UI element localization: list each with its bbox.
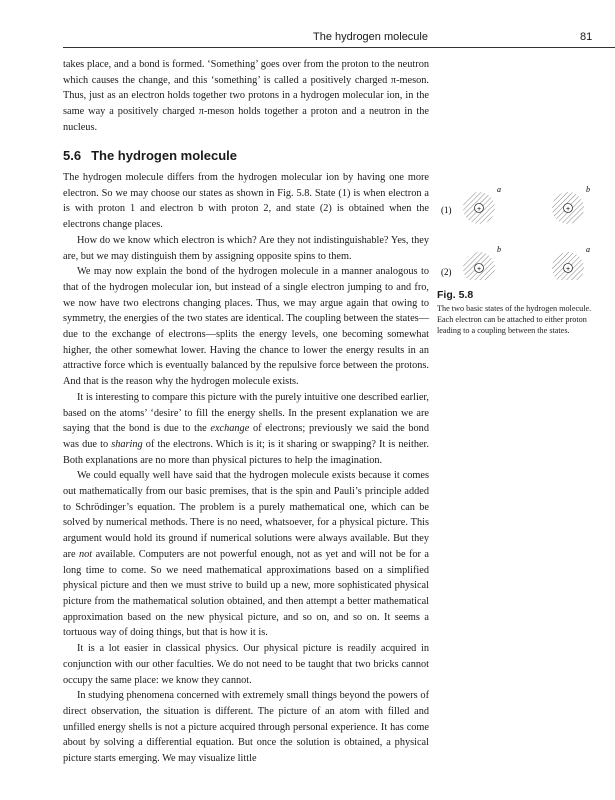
state-1-proton-2 (552, 185, 590, 224)
running-header-title: The hydrogen molecule (313, 31, 428, 43)
paragraph-2: How do we know which electron is which? Are they not indistinguishable? Yes, they are, but we may distinguish them by assigning opposite spins to them. (63, 234, 429, 262)
figure-diagram (437, 180, 615, 280)
section-number: 5.6 (63, 148, 82, 163)
state-1-proton-1 (463, 185, 501, 224)
paragraph-3: We may now explain the bond of the hydrogen molecule in a manner analogous to that of the hydrogen molecular ion, but instead of a single electron jumping to and fro, we now have two electrons changing places. Thus, we may argue again that owing to symmetry, the energies of the two states are identical. The coupling between the states—due to the exchange of electrons—splits the energy levels, one becoming somewhat higher, the other somewhat lower. Having the chance to lower the energy results in an attractive force which is eventually balanced by the repulsive force between the protons. And that is the reason why the hydrogen molecule exists. (63, 266, 429, 388)
page-number: 81 (580, 31, 593, 43)
paragraph-6: It is a lot easier in classical physics. Our physical picture is readily acquired in conjunction with our other faculties. We do not need to be taught that two bricks cannot occupy the same place: we know they cannot. (63, 643, 429, 686)
figure-label: Fig. 5.8 (437, 289, 474, 301)
emphasis-not: not (79, 548, 93, 560)
paragraph-5: We could equally well have said that the hydrogen molecule exists because it comes out mathematically from our basic premises, that is the spin and Pauli’s principle added to Schrödinger’s equation. The problem is a purely mathematical one, which can be solved by numerical methods. There is no need, whatsoever, for a physical picture. This argument would hold its ground if numerical solutions were always available. But they are not available. Computers are not powerful enough, not as yet and will not be for a long time to come. So we need mathematical approximations based on a simplified physical picture and then we must strive to build up a new, more sophisticated physical picture from the mathematical solution obtained, and then attempt a better mathematical approximation based on the new physical picture, and so on, and so on. It seems a tortuous way of doing things, but that is how it is. (63, 470, 429, 639)
header-rule (63, 47, 615, 48)
figure-caption-text: The two basic states of the hydrogen molecule. Each electron can be attached to either proton leading to a coupling between the states. (437, 304, 592, 335)
state-2-proton-2 (552, 245, 590, 280)
state-1-electron-a: a (497, 185, 501, 194)
svg-text:+: + (476, 206, 482, 213)
figure-caption (437, 290, 609, 336)
intro-paragraph: takes place, and a bond is formed. ‘Something’ goes over from the proton to the neutron which causes the change, and this ‘something’ is called a positively charged π-meson. Thus, just as an electron holds together two protons in a hydrogen molecular ion, in the same way a positively charged π-meson holds together a proton and a neutron in the nucleus. (63, 59, 429, 133)
paragraph-7: In studying phenomena concerned with extremely small things beyond the powers of direct observation, the situation is different. The picture of an atom with filled and unfilled energy shells is not a picture acquired through personal experience. It has come about by solving a differential equation. But once the solution is obtained, a physical picture starts emerging. We may visualize little (63, 690, 429, 765)
paragraph-1: The hydrogen molecule differs from the hydrogen molecular ion by having one more electron. So we may choose our states as shown in Fig. 5.8. State (1) is when electron a is with proton 1 and electron b with proton 2, and state (2) is obtained when the electrons change places. (63, 172, 429, 231)
emphasis-exchange: exchange (210, 423, 250, 435)
svg-text:+: + (476, 266, 482, 273)
paragraph-4: It is interesting to compare this picture with the purely intuitive one described earlier, based on the atoms’ ‘desire’ to fill the energy shells. In the present explanation we are saying that the bond is due to the exchange of electrons; previously we said the bond was due to sharing of the electrons. Which is it; is it sharing or swapping? It is neither. Both explanations are no more than physical pictures to help the imagination. (63, 391, 429, 466)
section-heading (63, 148, 237, 163)
intro-text (63, 57, 429, 136)
svg-text:+: + (565, 266, 571, 273)
state-2-electron-b: b (497, 245, 501, 254)
main-text (63, 170, 429, 767)
state-2-label: (2) (441, 267, 452, 277)
figure-5-8 (437, 180, 615, 280)
state-2-electron-a: a (586, 245, 590, 254)
state-1-label: (1) (441, 205, 452, 215)
state-1-electron-b: b (586, 185, 590, 194)
emphasis-sharing: sharing (111, 438, 143, 450)
section-title: The hydrogen molecule (91, 148, 237, 163)
state-2-proton-1 (463, 245, 501, 280)
svg-text:+: + (565, 206, 571, 213)
